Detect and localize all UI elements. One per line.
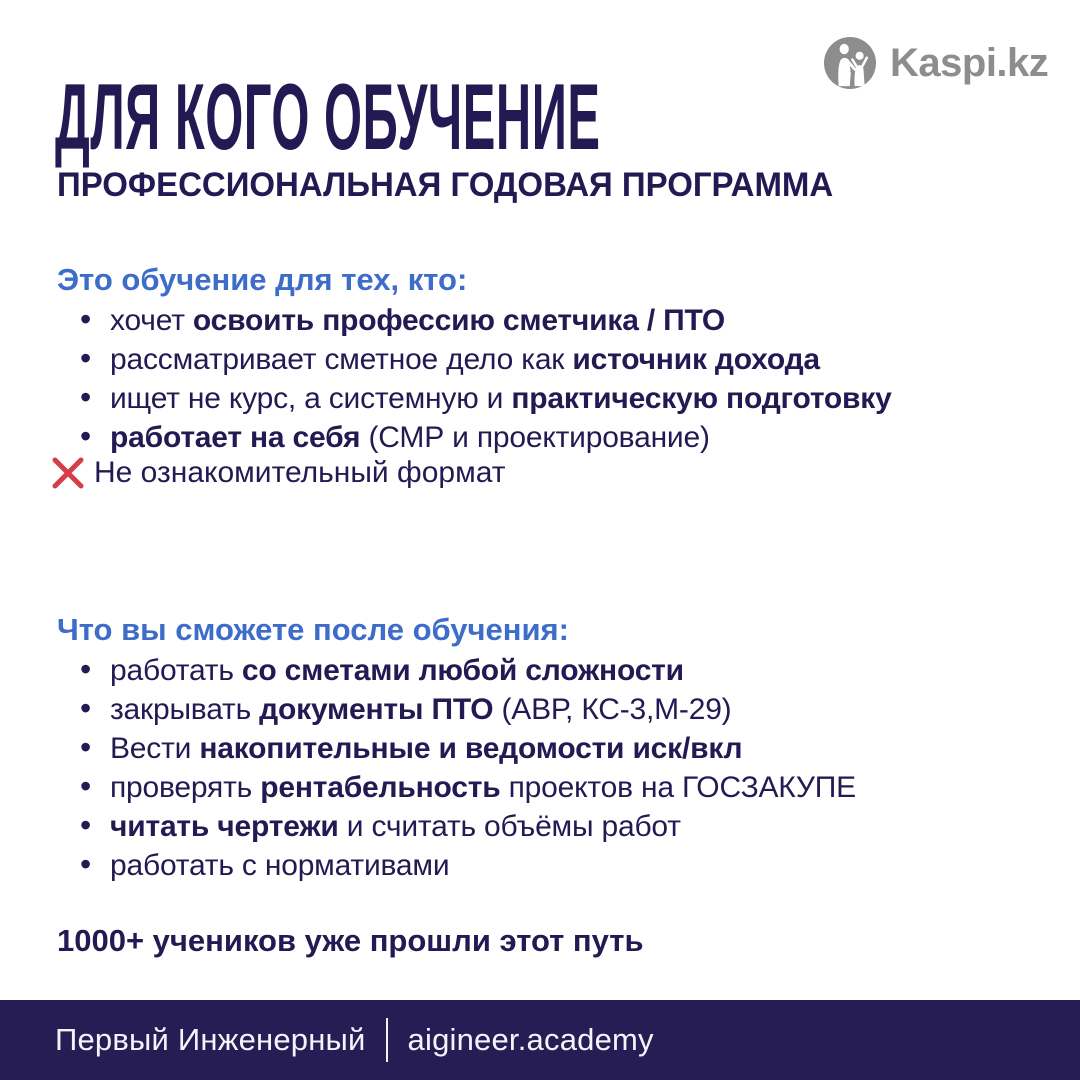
list-item [80, 728, 856, 767]
page-title: ДЛЯ КОГО ОБУЧЕНИЕ [55, 64, 601, 169]
footer-domain: aigineer.academy [407, 1022, 654, 1057]
bullet-text: рассматривает сметное дело как источник дохода [110, 343, 820, 376]
bullet-text: работает на себя (СМР и проектирование) [110, 421, 710, 454]
kaspi-logo [824, 36, 1048, 90]
bullet-dot: • [80, 729, 92, 765]
bullet-dot: • [80, 379, 92, 415]
footer-separator [386, 1018, 388, 1062]
footer-brand-name: Первый Инженерный [55, 1022, 366, 1057]
section1-heading: Это обучение для тех, кто: [57, 262, 468, 297]
note-text: Не ознакомительный формат [94, 456, 506, 489]
bullet-dot: • [80, 301, 92, 337]
kaspi-figures-icon [824, 36, 876, 90]
bullet-text: работать со сметами любой сложности [110, 654, 684, 687]
bullet-text: ищет не курс, а системную и практическую подготовку [110, 382, 892, 415]
bullet-dot: • [80, 846, 92, 882]
note-line [50, 452, 505, 494]
list-item [80, 417, 892, 456]
list-item [80, 806, 856, 845]
students-count-line: 1000+ учеников уже прошли этот путь [57, 923, 644, 958]
bullet-dot: • [80, 651, 92, 687]
list-item [80, 339, 892, 378]
red-cross-icon [50, 455, 86, 491]
section2-list [80, 650, 856, 884]
bullet-text: читать чертежи и считать объёмы работ [110, 810, 681, 843]
list-item [80, 845, 856, 884]
list-item [80, 378, 892, 417]
bullet-text: работать с нормативами [110, 849, 450, 882]
bullet-dot: • [80, 690, 92, 726]
list-item [80, 650, 856, 689]
bullet-text: проверять рентабельность проектов на ГОСЗАКУПЕ [110, 771, 856, 804]
footer-bar [0, 1000, 1080, 1080]
bullet-dot: • [80, 418, 92, 454]
bullet-dot: • [80, 340, 92, 376]
bullet-dot: • [80, 807, 92, 843]
bullet-text: закрывать документы ПТО (АВР, КС-3,М-29) [110, 693, 732, 726]
bullet-text: Вести накопительные и ведомости иск/вкл [110, 732, 743, 765]
page-subtitle: ПРОФЕССИОНАЛЬНАЯ ГОДОВАЯ ПРОГРАММА [57, 166, 834, 204]
section1-list [80, 300, 892, 456]
list-item [80, 767, 856, 806]
bullet-dot: • [80, 768, 92, 804]
bullet-text: хочет освоить профессию сметчика / ПТО [110, 304, 725, 337]
list-item [80, 300, 892, 339]
kaspi-logo-text: Kaspi.kz [890, 40, 1049, 85]
list-item [80, 689, 856, 728]
section2-heading: Что вы сможете после обучения: [57, 612, 569, 647]
